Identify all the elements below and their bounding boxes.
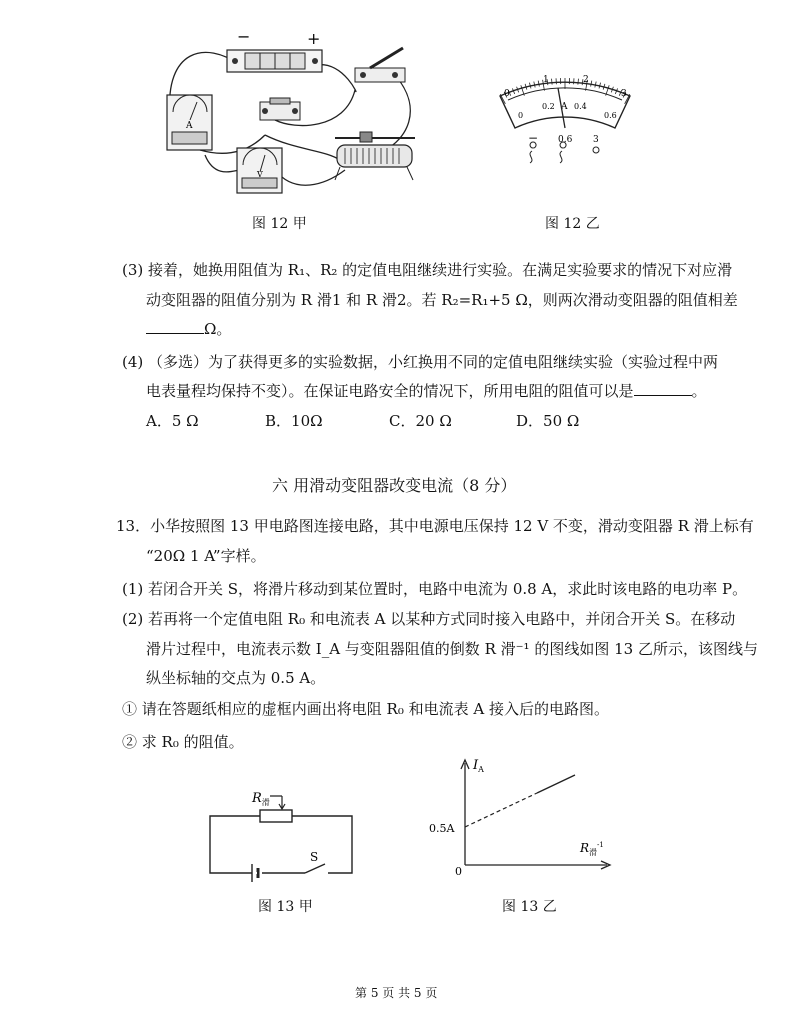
q4-line-2-text: 电表量程均保持不变）。在保证电路安全的情况下，所用电阻的阻值可以是 bbox=[146, 382, 634, 400]
scale-top-0: 0 bbox=[504, 89, 510, 99]
scale-unit-A: A bbox=[561, 102, 568, 112]
q4-line-1: (4) （多选）为了获得更多的实验数据，小红换用不同的定值电阻继续实验（实验过程中两 bbox=[122, 353, 719, 371]
scale-top-3: 3 bbox=[621, 89, 627, 99]
rheostat bbox=[335, 132, 415, 180]
figure-12b-meter-dial bbox=[490, 66, 640, 176]
q13-part-2-line-1: (2) 若再将一个定值电阻 R₀ 和电流表 A 以某种方式同时接入电路中，并闭合开关 S。在移动 bbox=[122, 610, 736, 628]
ammeter-label: A bbox=[186, 121, 193, 131]
q13-part-1: (1) 若闭合开关 S，将滑片移动到某位置时，电路中电流为 0.8 A，求此时该电路的电功率 P。 bbox=[122, 580, 748, 598]
q13-part-2-line-2: 滑片过程中，电流表示数 I_A 与变阻器阻值的倒数 R 滑⁻¹ 的图线如图 13 乙所示，该图线与 bbox=[146, 640, 758, 658]
battery-symbol bbox=[252, 864, 258, 882]
rheostat-label: $R_滑$ bbox=[252, 791, 270, 807]
figure-12a-caption: 图 12 甲 bbox=[252, 216, 307, 232]
rheostat-symbol bbox=[260, 810, 292, 822]
rheostat-slider-arrow bbox=[270, 796, 285, 809]
q3-line-3 bbox=[146, 318, 231, 340]
switch bbox=[355, 48, 405, 82]
terminal-wire-2 bbox=[560, 142, 566, 163]
figure-12b-caption: 图 12 乙 bbox=[545, 216, 600, 232]
circuit-wire bbox=[210, 816, 352, 873]
q13-sub-1: ① 请在答题纸相应的虚框内画出将电阻 R₀ 和电流表 A 接入后的电路图。 bbox=[122, 700, 609, 718]
scale-top-1: 1 bbox=[543, 75, 549, 85]
q3-answer-blank[interactable] bbox=[146, 319, 204, 334]
battery-minus-label: − bbox=[237, 27, 251, 46]
figure-13a-circuit bbox=[200, 788, 365, 888]
voltmeter-label: V bbox=[257, 170, 263, 179]
q4-answer-blank[interactable] bbox=[634, 381, 692, 396]
graph-line-dashed bbox=[465, 793, 537, 827]
q13-line-2: “20Ω 1 A”字样。 bbox=[146, 547, 266, 565]
terminal-wire-1 bbox=[530, 142, 536, 163]
y-axis-label: $I_A$ bbox=[473, 758, 484, 774]
figure-13a-caption: 图 13 甲 bbox=[258, 899, 313, 915]
q3-line-1: (3) 接着，她换用阻值为 R₁、R₂ 的定值电阻继续进行实验。在满足实验要求的情况下对应滑 bbox=[122, 261, 733, 279]
q13-sub-2: ② 求 R₀ 的阻值。 bbox=[122, 733, 244, 751]
x-axis-label: $R_滑^{-1}$ bbox=[580, 841, 604, 857]
battery-plus-label: + bbox=[307, 29, 321, 48]
terminal-post-3 bbox=[593, 147, 599, 153]
scale-top-2: 2 bbox=[583, 75, 589, 85]
terminal-06: 0.6 bbox=[558, 135, 573, 145]
q4-option-a[interactable]: A．5 Ω bbox=[146, 412, 199, 430]
y-intercept-label: 0.5A bbox=[429, 822, 455, 835]
page-footer: 第 5 页 共 5 页 bbox=[355, 986, 438, 1000]
section-6-title: 六 用滑动变阻器改变电流（8 分） bbox=[272, 476, 517, 495]
scale-bottom-0: 0 bbox=[518, 111, 524, 120]
q4-option-b[interactable]: B．10Ω bbox=[265, 412, 323, 430]
battery-pack bbox=[227, 50, 322, 72]
scale-bottom-02: 0.2 bbox=[542, 102, 555, 111]
figure-13b-graph bbox=[425, 755, 615, 880]
q4-option-d[interactable]: D．50 Ω bbox=[516, 412, 580, 430]
scale-bottom-04: 0.4 bbox=[574, 102, 587, 111]
terminal-minus: − bbox=[528, 131, 539, 145]
q3-unit: Ω。 bbox=[204, 320, 232, 338]
q13-line-1: 13．小华按照图 13 甲电路图连接电路，其中电源电压保持 12 V 不变，滑动变阻器 R 滑上标有 bbox=[116, 517, 754, 535]
graph-line-solid bbox=[537, 775, 575, 793]
q3-line-2: 动变阻器的阻值分别为 R 滑1 和 R 滑2。若 R₂=R₁+5 Ω，则两次滑动变阻器的阻值相差 bbox=[146, 291, 738, 309]
scale-bottom-06: 0.6 bbox=[604, 111, 617, 120]
fixed-resistor bbox=[260, 98, 300, 120]
switch-label: S bbox=[310, 850, 319, 864]
terminal-3: 3 bbox=[593, 135, 599, 145]
switch-symbol bbox=[305, 864, 325, 873]
figure-13b-caption: 图 13 乙 bbox=[502, 899, 557, 915]
q4-line-2-end: 。 bbox=[691, 382, 707, 400]
figure-12a-apparatus bbox=[145, 20, 425, 195]
q4-line-2 bbox=[146, 380, 707, 402]
q13-part-2-line-3: 纵坐标轴的交点为 0.5 A。 bbox=[146, 669, 326, 687]
origin-label: 0 bbox=[455, 865, 462, 878]
q4-option-c[interactable]: C．20 Ω bbox=[389, 412, 452, 430]
